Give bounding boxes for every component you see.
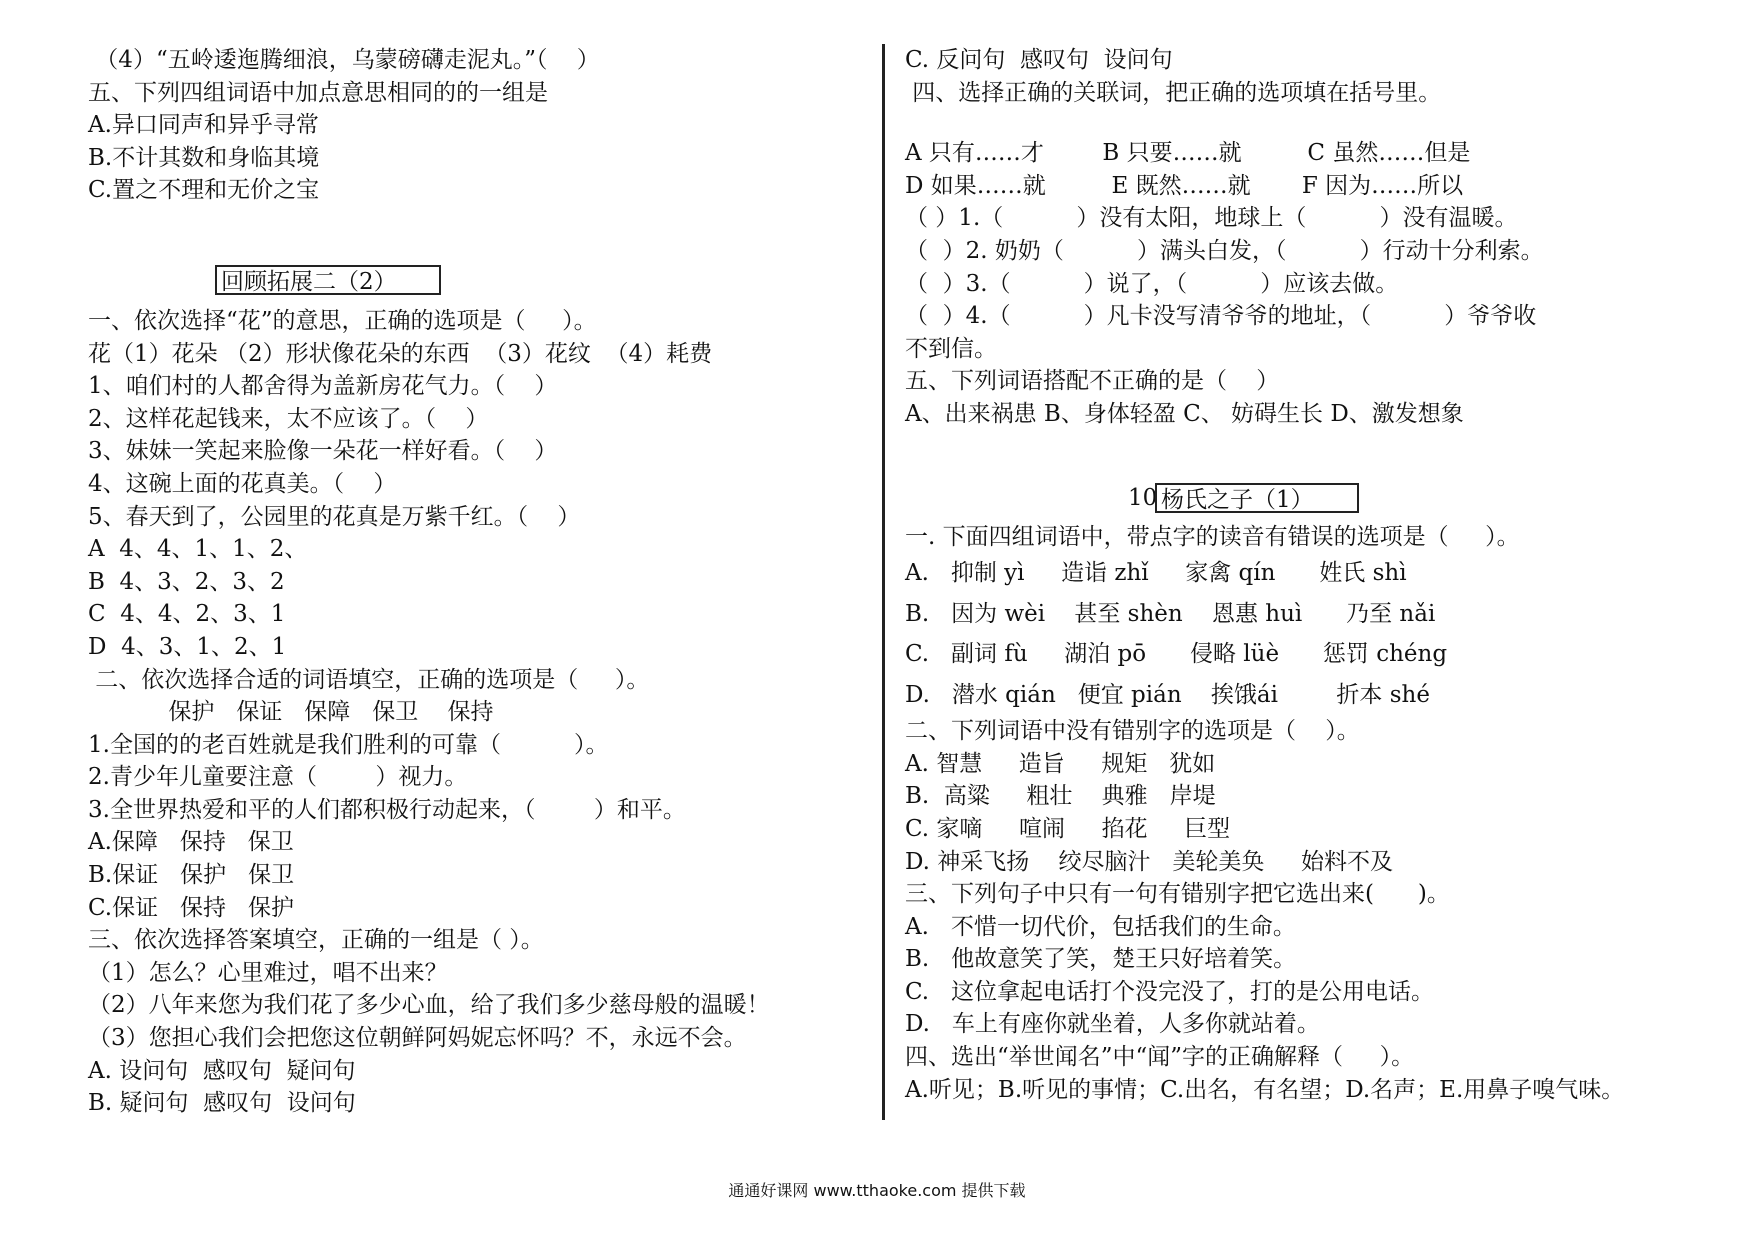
option-line: B. 他故意笑了笑，楚王只好培着笑。 [905, 946, 1297, 973]
option-line: C.保证 保持 保护 [88, 894, 294, 921]
section-header [905, 471, 1695, 521]
right-column [905, 44, 1695, 1106]
option-line: D 4、3、1、2、1 [88, 633, 287, 660]
question-heading: 三、依次选择答案填空，正确的一组是（ ）。 [88, 927, 544, 954]
option-line: A、出来祸患 B、身体轻盈 C、 妨碍生长 D、激发想象 [905, 400, 1464, 427]
text-line: 1.全国的的老百姓就是我们胜利的可靠（ ）。 [88, 731, 609, 758]
right-mid-block [905, 137, 1695, 430]
option-line: D 如果……就 E 既然……就 F 因为……所以 [905, 172, 1464, 199]
pinyin-option-line: B. 因为 wèi 甚至 shèn 恩惠 huì 乃至 nǎi [905, 600, 1436, 627]
left-column [88, 44, 863, 1120]
option-line: B. 疑问句 感叹句 设问句 [88, 1090, 356, 1117]
text-line: （ ）4.（ ）凡卡没写清爷爷的地址，（ ）爷爷收 [905, 303, 1537, 330]
option-line: A. 设问句 感叹句 疑问句 [88, 1057, 356, 1084]
text-line: 2、这样花起钱来，太不应该了。（ ） [88, 405, 489, 432]
option-line: B. 高粱 粗壮 典雅 岸堤 [905, 783, 1216, 810]
text-line: 3.全世界热爱和平的人们都积极行动起来，（ ）和平。 [88, 796, 686, 823]
option-line: A 4、4、1、1、2、 [88, 536, 308, 563]
question-heading: 一. 下面四组词语中，带点字的读音有错误的选项是（ ）。 [905, 523, 1520, 550]
option-line: C 4、4、2、3、1 [88, 601, 286, 628]
option-line: A.保障 保持 保卫 [88, 829, 294, 856]
question-heading: 二、下列词语中没有错别字的选项是（ ）。 [905, 718, 1360, 745]
question-heading: 一、依次选择“花”的意思，正确的选项是（ ）。 [88, 307, 597, 334]
option-line: D. 神采飞扬 绞尽脑汁 美轮美奂 始料不及 [905, 848, 1393, 875]
option-line: C.置之不理和无价之宝 [88, 177, 320, 204]
text-line: 不到信。 [905, 335, 997, 362]
text-line: （ ）2. 奶奶（ ）满头白发，（ ）行动十分利索。 [905, 237, 1544, 264]
text-line: 1、咱们村的人都舍得为盖新房花气力。（ ） [88, 373, 558, 400]
option-line: C. 家嘀 喧闹 掐花 巨型 [905, 815, 1231, 842]
text-line: （4）“五岭逶迤腾细浪，乌蒙磅礴走泥丸。”（ ） [88, 47, 600, 73]
text-line: 3、妹妹一笑起来脸像一朵花一样好看。（ ） [88, 438, 558, 465]
left-bottom-block [88, 305, 863, 1120]
left-top-block [88, 44, 863, 207]
text-line: （ ）3.（ ）说了，（ ）应该去做。 [905, 270, 1399, 297]
question-heading: 五、下列词语搭配不正确的是（ ） [905, 368, 1280, 395]
section-number: 10 [1128, 484, 1158, 511]
option-line: A. 不惜一切代价，包括我们的生命。 [905, 913, 1296, 940]
right-top-block [905, 44, 1695, 109]
question-heading: 四、选出“举世闻名”中“闻”字的正确解释（ ）。 [905, 1044, 1415, 1071]
word-bank: 保护 保证 保障 保卫 保持 [88, 699, 494, 726]
text-line: 5、春天到了，公园里的花真是万紫千红。（ ） [88, 503, 581, 530]
option-line: D. 车上有座你就坐着，人多你就站着。 [905, 1011, 1320, 1038]
question-heading: 三、下列句子中只有一句有错别字把它选出来( )。 [905, 881, 1450, 908]
right-bottom-block [905, 715, 1695, 1106]
text-line: （3）您担心我们会把您这位朝鲜阿妈妮忘怀吗？不，永远不会。 [88, 1025, 747, 1052]
text-line: （1）怎么？心里难过，唱不出来？ [88, 959, 448, 986]
option-line: A.异口同声和异乎寻常 [88, 112, 319, 139]
text-line: 花（1）花朵 （2）形状像花朵的东西 （3）花纹 （4）耗费 [88, 340, 713, 367]
option-line: C. 这位拿起电话打个没完没了，打的是公用电话。 [905, 978, 1435, 1005]
option-line: A. 智慧 造旨 规矩 犹如 [905, 750, 1216, 777]
column-divider [882, 44, 885, 1120]
text-line: 2.青少年儿童要注意（ ）视力。 [88, 764, 468, 791]
option-line: A.听见；B.听见的事情；C.出名，有名望；D.名声；E.用鼻子嗅气味。 [905, 1076, 1625, 1103]
option-line: B.保证 保护 保卫 [88, 862, 295, 889]
option-line: C. 反问句 感叹句 设问句 [905, 47, 1173, 73]
pinyin-option-line: C. 副词 fù 湖泊 pō 侵略 lüè 惩罚 chéng [905, 641, 1448, 668]
text-line: （2）八年来您为我们花了多少心血，给了我们多少慈母般的温暖！ [88, 992, 770, 1019]
option-line: B 4、3、2、3、2 [88, 568, 285, 595]
pinyin-option-line: A. 抑制 yì 造诣 zhǐ 家禽 qín 姓氏 shì [905, 560, 1407, 587]
section-title: 回顾拓展二（2） [215, 265, 441, 295]
section-header [88, 253, 863, 305]
question-heading: 四、选择正确的关联词，把正确的选项填在括号里。 [905, 79, 1442, 106]
option-line: A 只有……才 B 只要……就 C 虽然……但是 [905, 140, 1471, 167]
question-heading: 二、依次选择合适的词语填空，正确的选项是（ ）。 [88, 666, 650, 693]
right-q1-block [905, 521, 1695, 716]
text-line: （ ）1.（ ）没有太阳，地球上（ ）没有温暖。 [905, 205, 1518, 232]
footer-credit: 通通好课网 www.tthaoke.com 提供下载 [728, 1181, 1026, 1200]
text-line: 4、这碗上面的花真美。（ ） [88, 470, 397, 497]
option-line: B.不计其数和身临其境 [88, 144, 320, 171]
question-heading: 五、下列四组词语中加点意思相同的的一组是 [88, 79, 548, 106]
section-title: 杨氏之子（1） [1155, 483, 1359, 513]
pinyin-option-line: D. 潜水 qián 便宜 pián 挨饿ái 折本 shé [905, 681, 1430, 708]
